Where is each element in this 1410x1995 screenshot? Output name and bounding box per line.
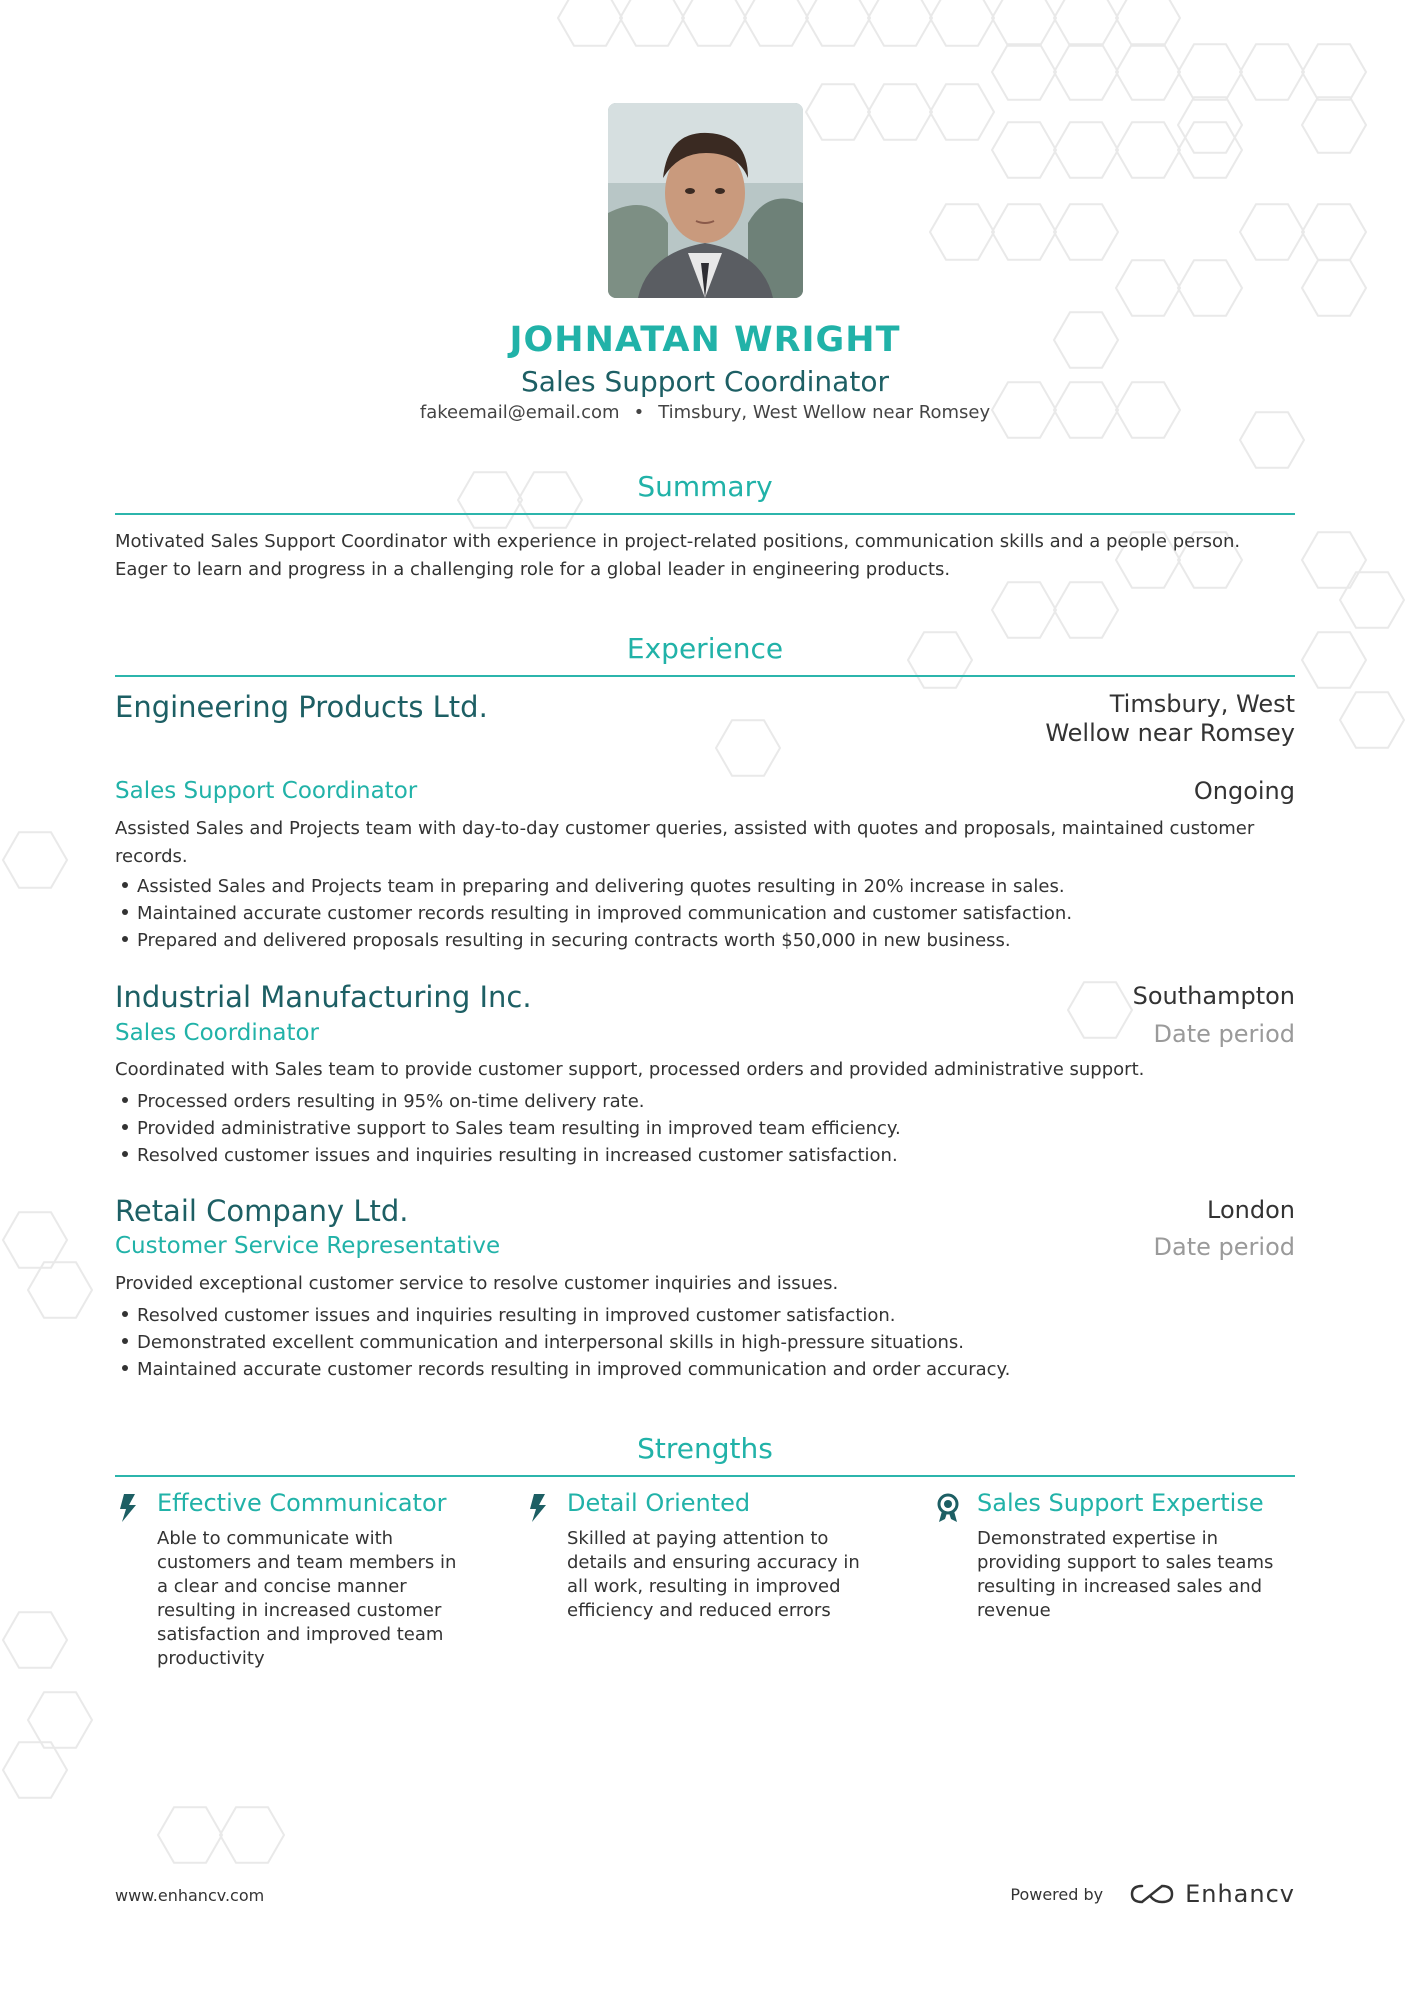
hexagon-shape — [992, 44, 1056, 99]
hexagon-shape — [1302, 532, 1366, 587]
summary-divider — [115, 513, 1295, 515]
job-bullet: Resolved customer issues and inquiries resulting in improved customer satisfaction. — [115, 1302, 1295, 1329]
footer-website[interactable]: www.enhancv.com — [115, 1886, 265, 1905]
job-bullet: Resolved customer issues and inquiries resulting in increased customer satisfaction. — [115, 1142, 1295, 1169]
hexagon-shape — [1116, 44, 1180, 99]
footer-branding — [1010, 1880, 1295, 1908]
hexagon-shape — [930, 0, 994, 46]
job-bullets — [115, 1088, 1295, 1169]
hexagon-shape — [1178, 44, 1242, 99]
hexagon-shape — [1240, 204, 1304, 259]
hexagon-shape — [992, 0, 1056, 46]
hexagon-shape — [1302, 204, 1366, 259]
award-ribbon-icon — [935, 1493, 961, 1523]
hexagon-shape — [868, 0, 932, 46]
hexagon-shape — [992, 122, 1056, 177]
job-description: Provided exceptional customer service to resolve customer inquiries and issues. — [115, 1273, 839, 1294]
hexagon-shape — [930, 84, 994, 139]
candidate-name: JOHNATAN WRIGHT — [509, 320, 901, 360]
hexagon-shape — [744, 0, 808, 46]
job-role: Customer Service Representative — [115, 1233, 501, 1259]
experience-divider — [115, 675, 1295, 677]
hexagon-shape — [1240, 44, 1304, 99]
hexagon-shape — [28, 1262, 92, 1317]
profile-photo — [608, 103, 803, 298]
job-bullet: Maintained accurate customer records resulting in improved communication and customer satisfaction. — [115, 900, 1295, 927]
hexagon-shape — [1178, 122, 1242, 177]
job-period: Date period — [1153, 1020, 1295, 1048]
hexagon-shape — [1054, 204, 1118, 259]
strength-title: Effective Communicator — [157, 1489, 447, 1517]
contact-line — [115, 402, 1295, 423]
job-company: Engineering Products Ltd. — [115, 690, 488, 724]
hexagon-shape — [1302, 97, 1366, 152]
job-bullets — [115, 873, 1295, 954]
experience-heading: Experience — [626, 632, 784, 665]
hexagon-shape — [806, 84, 870, 139]
hexagon-shape — [3, 832, 67, 887]
candidate-title: Sales Support Coordinator — [521, 365, 889, 398]
job-bullet: Demonstrated excellent communication and interpersonal skills in high-pressure situations. — [115, 1329, 1295, 1356]
hexagon-shape — [1302, 632, 1366, 687]
enhancv-logo-icon[interactable] — [1129, 1882, 1175, 1906]
lightning-bolt-icon — [115, 1493, 141, 1523]
strength-description: Skilled at paying attention to details and ensuring accuracy in all work, resulting in improved efficiency and reduced errors — [567, 1528, 860, 1621]
summary-heading: Summary — [637, 470, 773, 503]
job-company: Industrial Manufacturing Inc. — [115, 980, 532, 1014]
job-role: Sales Coordinator — [115, 1020, 319, 1046]
job-location: Timsbury, West Wellow near Romsey — [1045, 690, 1295, 747]
job-bullet: Assisted Sales and Projects team in preparing and delivering quotes resulting in 20% increase in sales. — [115, 873, 1295, 900]
strength-title: Sales Support Expertise — [977, 1489, 1264, 1517]
hexagon-shape — [1116, 0, 1180, 46]
hexagon-shape — [1054, 122, 1118, 177]
job-bullets — [115, 1302, 1295, 1383]
job-location: Southampton — [1132, 982, 1295, 1010]
hexagon-shape — [558, 0, 622, 46]
strengths-heading: Strengths — [637, 1432, 773, 1465]
hexagon-shape — [1302, 44, 1366, 99]
strengths-divider — [115, 1475, 1295, 1477]
job-description: Coordinated with Sales team to provide customer support, processed orders and provided administrative support. — [115, 1059, 1145, 1080]
hexagon-shape — [1054, 582, 1118, 637]
hexagon-shape — [220, 1807, 284, 1862]
hexagon-shape — [3, 1742, 67, 1797]
job-description: Assisted Sales and Projects team with day-to-day customer queries, assisted with quotes and proposals, maintained customer records. — [115, 818, 1255, 867]
job-bullet: Prepared and delivered proposals resulting in securing contracts worth $50,000 in new business. — [115, 927, 1295, 954]
job-bullet: Processed orders resulting in 95% on-time delivery rate. — [115, 1088, 1295, 1115]
job-location: London — [1207, 1196, 1295, 1224]
email-text[interactable]: fakeemail@email.com — [419, 402, 620, 423]
hexagon-shape — [158, 1807, 222, 1862]
enhancv-brand-name[interactable]: Enhancv — [1185, 1880, 1295, 1908]
hexagon-shape — [716, 720, 780, 775]
hexagon-shape — [1340, 572, 1404, 627]
hexagon-shape — [3, 1612, 67, 1667]
hexagon-shape — [3, 1212, 67, 1267]
hexagon-shape — [1116, 122, 1180, 177]
hexagon-shape — [620, 0, 684, 46]
hexagon-shape — [1178, 97, 1242, 152]
location-text: Timsbury, West Wellow near Romsey — [658, 402, 991, 423]
lightning-bolt-icon — [525, 1493, 551, 1523]
hexagon-shape — [1340, 692, 1404, 747]
hexagon-shape — [806, 0, 870, 46]
job-role: Sales Support Coordinator — [115, 778, 418, 804]
job-company: Retail Company Ltd. — [115, 1194, 409, 1228]
hexagon-shape — [1116, 260, 1180, 315]
strength-description: Able to communicate with customers and team members in a clear and concise manner resulting in increased customer satisfaction and improved team productivity — [157, 1528, 457, 1669]
summary-text: Motivated Sales Support Coordinator with experience in project-related positions, communication skills and a people person. Eager to learn and progress in a challenging role for a global leader in engineering products. — [115, 531, 1241, 580]
job-period: Date period — [1153, 1233, 1295, 1261]
strength-title: Detail Oriented — [567, 1489, 751, 1517]
job-bullet: Provided administrative support to Sales team resulting in improved team efficiency. — [115, 1115, 1295, 1142]
hexagon-shape — [868, 84, 932, 139]
hexagon-shape — [992, 204, 1056, 259]
job-period: Ongoing — [1193, 777, 1295, 805]
hexagon-shape — [1302, 260, 1366, 315]
hexagon-shape — [1054, 44, 1118, 99]
powered-by-label: Powered by — [1010, 1884, 1104, 1904]
hexagon-shape — [28, 1692, 92, 1747]
separator-dot: • — [633, 402, 645, 423]
hexagon-shape — [1054, 0, 1118, 46]
hexagon-shape — [930, 204, 994, 259]
hexagon-shape — [992, 582, 1056, 637]
job-bullet: Maintained accurate customer records resulting in improved communication and order accuracy. — [115, 1356, 1295, 1383]
hexagon-shape — [1178, 260, 1242, 315]
strength-description: Demonstrated expertise in providing support to sales teams resulting in increased sales and revenue — [977, 1528, 1274, 1621]
hexagon-shape — [682, 0, 746, 46]
